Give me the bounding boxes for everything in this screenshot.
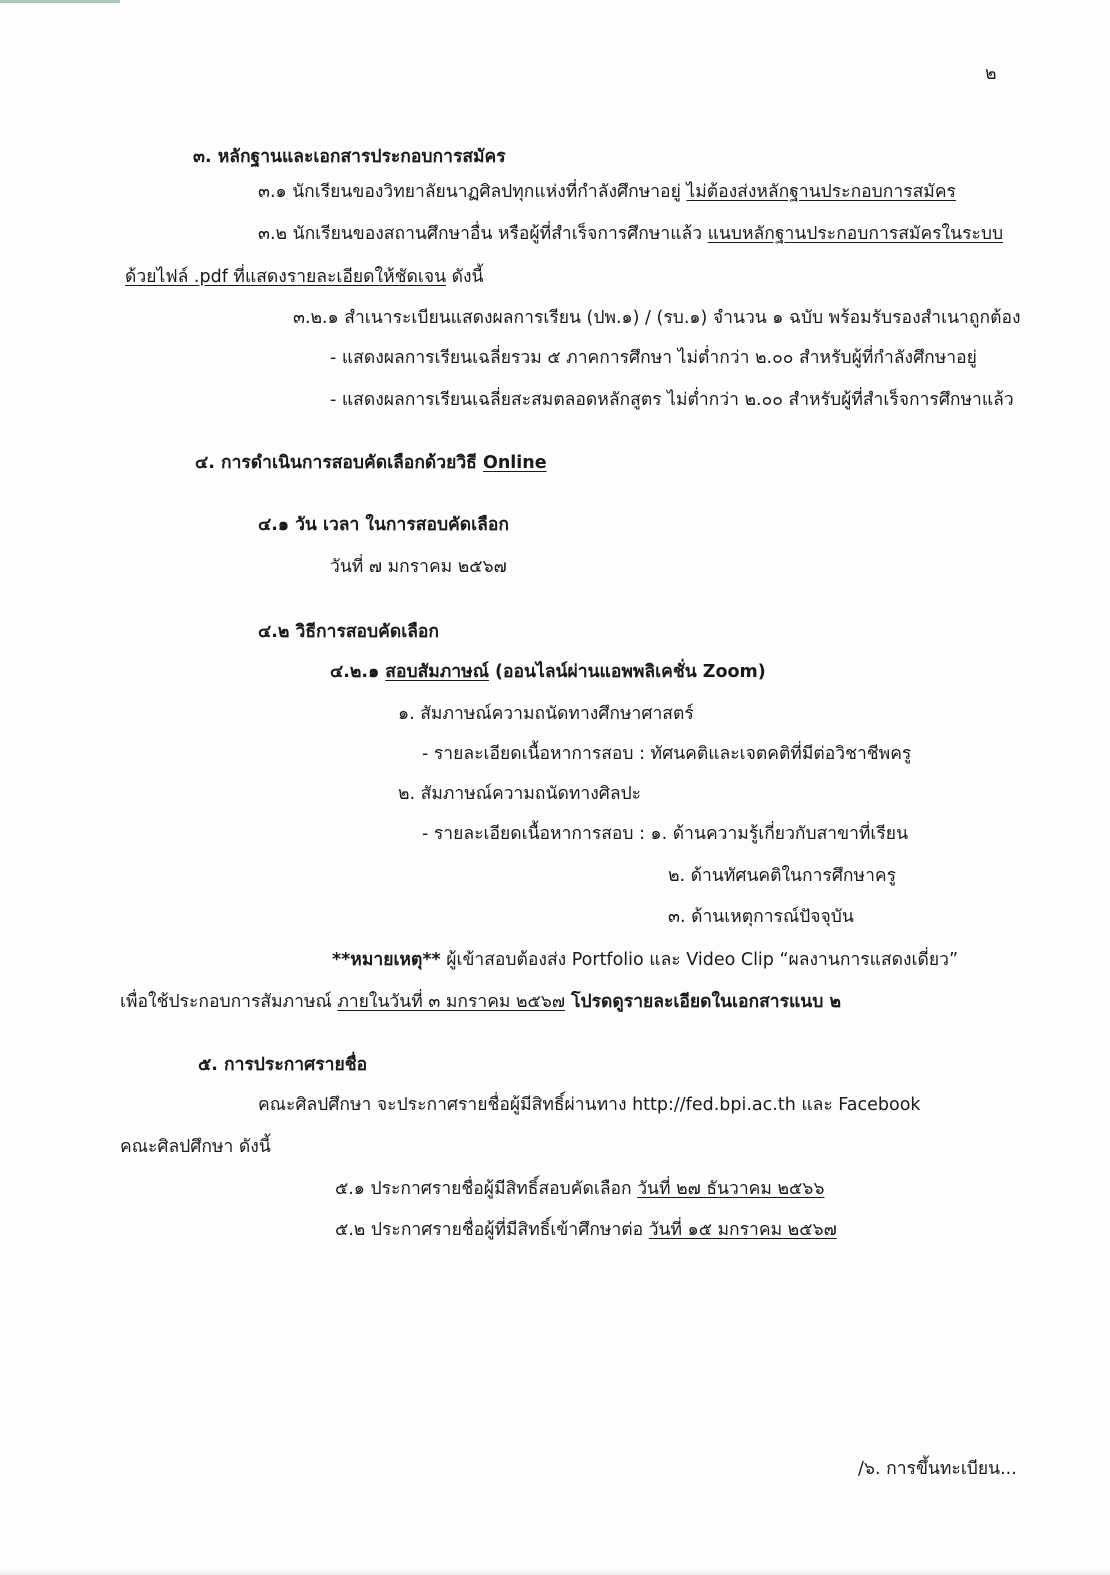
exam-date: วันที่ ๗ มกราคม ๒๕๖๗ bbox=[330, 557, 507, 577]
sub-4-2-1-underline: สอบสัมภาษณ์ bbox=[385, 662, 489, 682]
section4-heading bbox=[195, 451, 547, 475]
note-text: ผู้เข้าสอบต้องส่ง Portfolio และ Video Clip “ผลงานการแสดงเดี่ยว” bbox=[440, 950, 959, 970]
interview-item-2-detail-3: ๓. ด้านเหตุการณ์ปัจจุบัน bbox=[668, 907, 854, 927]
scan-edge-mark bbox=[0, 0, 120, 3]
footer-continuation: /๖. การขึ้นทะเบียน... bbox=[858, 1459, 1017, 1479]
item-3-2-cont-text: ดังนี้ bbox=[446, 267, 484, 287]
note-line-1 bbox=[332, 948, 958, 972]
interview-item-2-detail-2: ๒. ด้านทัศนคติในการศึกษาครู bbox=[668, 866, 896, 886]
note-line-2 bbox=[120, 990, 841, 1014]
bullet-gpa-graduated: - แสดงผลการเรียนเฉลี่ยสะสมตลอดหลักสูตร ไม่ต่ำกว่า ๒.๐๐ สำหรับผู้ที่สำเร็จการศึกษาแล้ว bbox=[330, 390, 1014, 410]
scan-edge-bottom bbox=[0, 1567, 1110, 1575]
interview-item-2-detail: - รายละเอียดเนื้อหาการสอบ : ๑. ด้านความรู้เกี่ยวกับสาขาที่เรียน bbox=[422, 824, 909, 844]
note2-text: เพื่อใช้ประกอบการสัมภาษณ์ bbox=[120, 992, 338, 1012]
section5-text-1: คณะศิลปศึกษา จะประกาศรายชื่อผู้มีสิทธิ์ผ่านทาง http://fed.bpi.ac.th และ Facebook bbox=[258, 1095, 921, 1115]
announce-5-1-date: วันที่ ๒๗ ธันวาคม ๒๕๖๖ bbox=[637, 1179, 825, 1199]
item-3-2-cont-underline: ด้วยไฟล์ .pdf ที่แสดงรายละเอียดให้ชัดเจน bbox=[125, 267, 447, 287]
sub-4-2-1-suffix: (ออนไลน์ผ่านแอพพลิเคชั่น Zoom) bbox=[488, 662, 766, 682]
note2-attachment: โปรดดูรายละเอียดในเอกสารแนบ ๒ bbox=[565, 992, 841, 1012]
note2-deadline: ภายในวันที่ ๓ มกราคม ๒๕๖๗ bbox=[337, 992, 566, 1012]
sub-4-2-1-prefix: ๔.๒.๑ bbox=[330, 662, 386, 682]
section5-text-2: คณะศิลปศึกษา ดังนี้ bbox=[120, 1137, 271, 1157]
announce-5-2-date: วันที่ ๑๕ มกราคม ๒๕๖๗ bbox=[648, 1220, 837, 1240]
announce-item-5-2 bbox=[335, 1218, 837, 1242]
item-3-1-underline: ไม่ต้องส่งหลักฐานประกอบการสมัคร bbox=[686, 182, 956, 202]
section3-heading: ๓. หลักฐานและเอกสารประกอบการสมัคร bbox=[193, 147, 506, 167]
announce-item-5-1 bbox=[335, 1177, 824, 1201]
section4-online: Online bbox=[482, 453, 547, 473]
interview-item-2: ๒. สัมภาษณ์ความถนัดทางศิลปะ bbox=[398, 784, 642, 804]
sub-4-2-heading: ๔.๒ วิธีการสอบคัดเลือก bbox=[258, 622, 440, 642]
item-3-2-continued bbox=[125, 265, 484, 289]
page-number: ๒ bbox=[985, 64, 997, 84]
interview-item-1: ๑. สัมภาษณ์ความถนัดทางศึกษาศาสตร์ bbox=[398, 704, 694, 724]
sub-4-1-heading: ๔.๑ วัน เวลา ในการสอบคัดเลือก bbox=[258, 515, 509, 535]
note-label: **หมายเหตุ** bbox=[332, 950, 441, 970]
item-3-2-text: ๓.๒ นักเรียนของสถานศึกษาอื่น หรือผู้ที่สำเร็จการศึกษาแล้ว bbox=[258, 224, 708, 244]
section5-heading: ๕. การประกาศรายชื่อ bbox=[198, 1055, 368, 1075]
item-3-2-underline: แนบหลักฐานประกอบการสมัครในระบบ bbox=[707, 224, 1004, 244]
item-3-1-text: ๓.๑ นักเรียนของวิทยาลัยนาฏศิลปทุกแห่งที่กำลังศึกษาอยู่ bbox=[258, 182, 687, 202]
item-3-2 bbox=[258, 222, 1003, 246]
announce-5-2-text: ๕.๒ ประกาศรายชื่อผู้ที่มีสิทธิ์เข้าศึกษาต่อ bbox=[335, 1220, 649, 1240]
announce-5-1-text: ๕.๑ ประกาศรายชื่อผู้มีสิทธิ์สอบคัดเลือก bbox=[335, 1179, 638, 1199]
bullet-gpa-current: - แสดงผลการเรียนเฉลี่ยรวม ๕ ภาคการศึกษา ไม่ต่ำกว่า ๒.๐๐ สำหรับผู้ที่กำลังศึกษาอยู่ bbox=[330, 348, 977, 368]
sub-4-2-1 bbox=[330, 660, 766, 684]
section4-heading-text: ๔. การดำเนินการสอบคัดเลือกด้วยวิธี bbox=[195, 453, 483, 473]
item-3-1 bbox=[258, 180, 956, 204]
interview-item-1-detail: - รายละเอียดเนื้อหาการสอบ : ทัศนคติและเจตคติที่มีต่อวิชาชีพครู bbox=[422, 744, 912, 764]
item-3-2-1: ๓.๒.๑ สำเนาระเบียนแสดงผลการเรียน (ปพ.๑) / (รบ.๑) จำนวน ๑ ฉบับ พร้อมรับรองสำเนาถูกต้อง bbox=[293, 308, 1021, 328]
